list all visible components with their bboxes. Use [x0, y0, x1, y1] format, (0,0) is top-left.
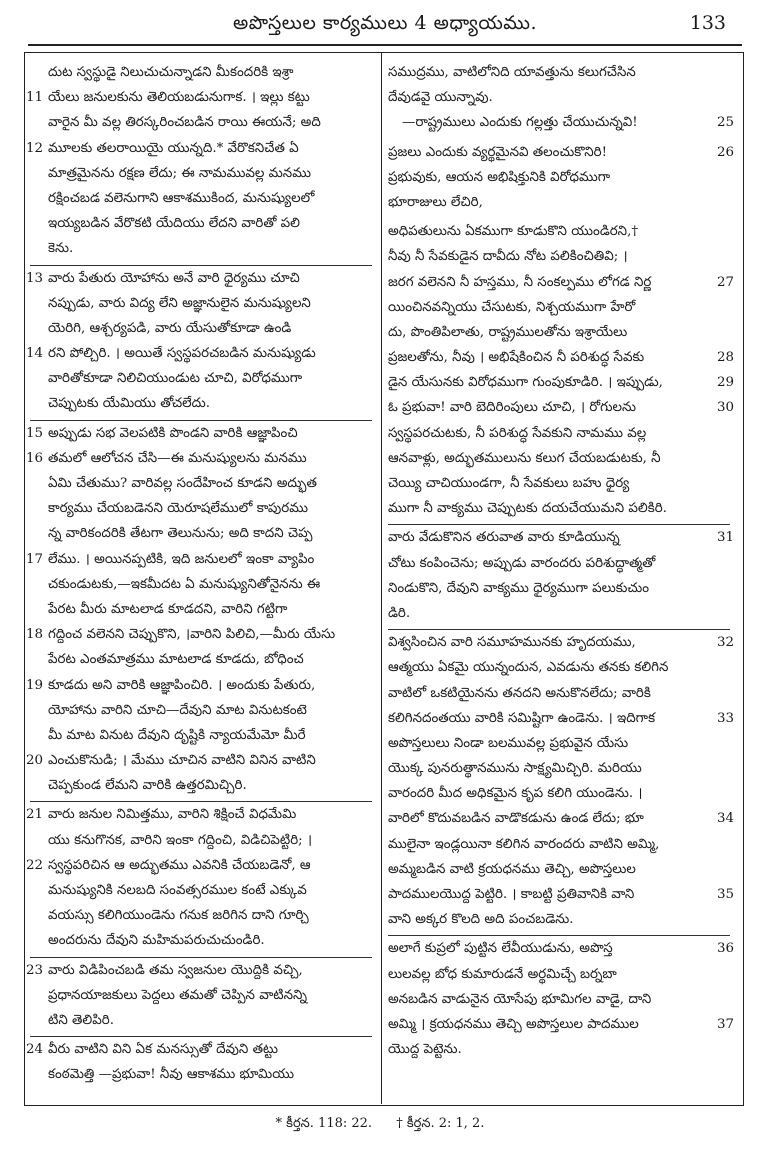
- left-column-line: [26, 622, 372, 647]
- right-column-line: [388, 1037, 730, 1062]
- right-column-line: [388, 756, 730, 781]
- left-column-line: [26, 265, 372, 291]
- left-column-line: [30, 723, 372, 748]
- right-column-line: [388, 576, 730, 601]
- verse-text: ప్రభువుకు, ఆయన అభిషిక్తునికి విరోధముగా: [388, 169, 611, 185]
- header-rule: [28, 44, 742, 46]
- footnotes: [0, 1116, 760, 1134]
- verse-number: 31: [716, 530, 734, 546]
- right-column-line: [388, 140, 734, 165]
- left-column-line: [26, 136, 372, 161]
- left-column-line: [30, 316, 372, 341]
- verse-text: పేరట ఎంతమాత్రము మాటలాడ కూడదు, బోధించ: [48, 652, 304, 668]
- verse-number: 29: [716, 375, 734, 391]
- verse-number: 14: [26, 346, 44, 362]
- verse-text: యెరిగి, ఆశ్చర్యపడి, వారు యేసుతోకూడా ఉండి: [48, 320, 292, 336]
- verse-text: వారందరి మీద అధికమైన కృప కలిగి యుండెను. ।: [388, 786, 643, 802]
- verse-text: డైన యేసునకు విరోధముగా గుంపుకూడిరి. । ఇప్పుడు,: [388, 375, 663, 391]
- verse-text: చెయ్యి చాచియుండగా, నీ సేవకులు బహు ధైర్య: [388, 476, 630, 491]
- verse-number: 11: [26, 90, 44, 106]
- chapter-title: అపొస్తలుల కార్యములు 4 అధ్యాయము.: [233, 12, 537, 34]
- left-column: [26, 60, 372, 1088]
- left-column-line: [30, 928, 372, 953]
- verse-text: స్వస్థపరచుటకు, నీ పరిశుద్ధ సేవకుని నామము వల్ల: [388, 425, 647, 441]
- verse-number: 13: [26, 270, 44, 286]
- right-column-line: [388, 60, 730, 85]
- verse-text: మనుష్యునికి నలబది సంవత్సరముల కంటే ఎక్కువ: [48, 883, 307, 898]
- verse-number: 19: [26, 677, 44, 693]
- right-column-line: [388, 471, 730, 496]
- right-column-line: [388, 907, 730, 932]
- right-column-line: [388, 190, 730, 215]
- verse-text: ప్రజలు ఎందుకు వ్యర్థమైనవి తలంచుకొనిరి!: [388, 144, 607, 160]
- verse-text: అమ్మి । క్రయధనము తెచ్చి అపొస్తలుల పాదముల: [388, 1016, 639, 1032]
- verse-text: వాటిలో ఒకటియైనను తనదని అనుకొనలేదు; వారికి: [388, 685, 651, 701]
- verse-text: అప్పుడు సభ వెలపటికి పొండని వారికి ఆజ్ఞాపించి: [48, 425, 298, 441]
- right-column-line: [388, 706, 734, 731]
- verse-text: మాత్రమైనను రక్షణ లేదు; ఈ నామమువల్ల మనము: [48, 165, 312, 181]
- verse-text: లులవల్ల బోధ కుమారుడనే అర్థమిచ్చే బర్నబా: [388, 966, 617, 982]
- verse-text: లేము. । అయినప్పటికి, ఇది జనులలో ఇంకా వ్యాపిం: [48, 551, 315, 567]
- verse-text: వారైన మీ వల్ల తిరస్కరించబడిన రాయి ఈయనే; అది: [48, 115, 321, 131]
- verse-text: టిని తెలిపిరి.: [48, 1012, 114, 1028]
- right-column-line: [388, 962, 730, 987]
- verse-text: ఇయ్యబడిన వేరొకటి యేదియు లేదని వారితో పలి: [48, 216, 300, 232]
- verse-number: 18: [26, 627, 44, 643]
- left-column-line: [30, 572, 372, 597]
- verse-text: డిరి.: [388, 605, 411, 621]
- verse-text: అలాగే కుప్రలో పుట్టిన లేవీయుడును, అపొస్త: [388, 941, 613, 957]
- verse-number: 17: [26, 551, 44, 567]
- right-column: [388, 60, 734, 1062]
- verse-text: కంఠమెత్తి —ప్రభువా! నీవు ఆకాశము భూమియు: [48, 1067, 295, 1083]
- left-column-line: [26, 957, 372, 983]
- right-column-line: [388, 446, 730, 471]
- verse-text: దు, పొంతిపిలాతు, రాష్ట్రములతోను ఇశ్రాయేలు: [388, 324, 628, 340]
- right-column-line: [388, 395, 734, 420]
- verse-text: కలిగినదంతయు వారికి సమిష్టిగా ఉండెను. । ఇదిగాక: [388, 710, 656, 726]
- left-column-line: [30, 983, 372, 1008]
- left-column-line: [30, 1008, 372, 1033]
- right-column-line: [388, 524, 734, 550]
- right-column-line: [388, 681, 730, 706]
- verse-text: రని పోల్చిరి. । అయితే స్వస్థపరచబడిన మనుష్యుడు: [48, 346, 316, 362]
- left-column-line: [30, 647, 372, 672]
- verse-text: యు కనుగొనక, వారిని ఇంకా గద్దించి, విడిచిపెట్టిరి; ।: [48, 832, 313, 848]
- left-column-line: [26, 420, 372, 446]
- verse-text: ఆనవాళ్లు, అద్భుతములును కలుగ చేయబడుటకు, నీ: [388, 450, 661, 466]
- verse-number: 25: [716, 115, 734, 131]
- verse-text: న్న వారికందరికి తేటగా తెలునును; అది కాదని చెప్ప: [48, 526, 313, 542]
- right-column-line: [388, 601, 730, 626]
- verse-text: అనబడిన వాడునైన యోసేపు భూమిగల వాడై, దాని: [388, 991, 652, 1007]
- left-column-line: [26, 748, 372, 773]
- right-column-line: [388, 987, 730, 1012]
- right-column-line: [388, 832, 730, 857]
- left-column-line: [30, 366, 372, 391]
- left-column-line: [30, 471, 372, 496]
- left-column-line: [30, 828, 372, 853]
- left-column-line: [30, 597, 372, 622]
- right-column-line: [388, 781, 730, 806]
- right-column-line: [388, 295, 730, 320]
- left-column-line: [30, 878, 372, 903]
- right-column-line: [388, 85, 730, 110]
- verse-text: కార్యము చేయబడెనని యెరూషలేములో కాపురము: [48, 501, 309, 517]
- verse-text: ఏమి చేతుము? వారివల్ల సందేహించ కూడని అద్భుత: [48, 476, 317, 491]
- right-column-line: [388, 882, 734, 907]
- verse-text: స్వస్థపరిచిన ఆ అద్భుతము ఎవనికి చేయబడెనో, ఆ: [48, 857, 311, 873]
- right-column-line: [388, 244, 730, 269]
- left-column-line: [26, 673, 372, 698]
- verse-text: ఓ ప్రభువా! వారి బెదిరింపులు చూచి, । రోగులను: [388, 400, 637, 416]
- verse-text: ఎంచుకొనుడి; । మేము చూచిన వాటిని వినిన వాటిని: [48, 753, 316, 769]
- verse-text: అపొస్తలులు నిండా బలమువల్ల ప్రభువైన యేసు: [388, 735, 629, 751]
- verse-text: ఆత్మయు ఏకమై యున్నందున, ఎవడును తనకు కలిగిన: [388, 660, 669, 676]
- verse-number: 34: [716, 811, 734, 827]
- right-column-line: [388, 110, 734, 135]
- verse-text: యొద్ద పెట్టెను.: [388, 1042, 462, 1058]
- right-column-line: [388, 421, 730, 446]
- right-column-line: [388, 496, 730, 521]
- verse-text: వయస్సు కలిగియుండెను గనుక జరిగిన దాని గూర్చి: [48, 908, 309, 924]
- verse-number: 33: [716, 710, 734, 726]
- verse-number: 37: [716, 1016, 734, 1032]
- verse-number: 36: [716, 941, 734, 957]
- verse-text: చోటు కంపించెను; అప్పుడు వారందరు పరిశుద్ధాత్మతో: [388, 555, 656, 571]
- left-column-line: [30, 186, 372, 211]
- verse-text: వీరు వాటిని విని ఏక మనస్సుతో దేవుని తట్టు: [48, 1042, 278, 1058]
- left-column-line: [30, 211, 372, 236]
- verse-number: 16: [26, 450, 44, 466]
- verse-number: 26: [716, 144, 734, 160]
- verse-text: యోహాను వారిని చూచి—దేవుని మాట వినుటకంటె: [48, 702, 307, 718]
- right-column-line: [388, 731, 730, 756]
- right-column-line: [388, 629, 734, 655]
- verse-text: అధిపతులును ఏకముగా కూడుకొని యుండిరని,†: [388, 224, 639, 240]
- verse-text: అందరును దేవుని మహిమపరుచుచుండిరి.: [48, 933, 265, 949]
- verse-text: వారు జనుల నిమిత్తము, వారిని శిక్షించే విధమేమి: [48, 807, 297, 823]
- verse-number: 12: [26, 140, 44, 156]
- right-column-line: [388, 370, 734, 395]
- verse-number: 35: [716, 887, 734, 902]
- running-header: [28, 8, 742, 44]
- left-column-line: [30, 698, 372, 723]
- verse-text: ములైనా ఇండ్లయినా కలిగిన వారందరు వాటిని అమ్మి,: [388, 836, 660, 852]
- verse-text: చెప్పకుండ లేమని వారికి ఉత్తరమిచ్చిరి.: [48, 778, 247, 794]
- verse-number: 22: [26, 857, 44, 873]
- right-column-line: [388, 806, 734, 831]
- left-column-line: [30, 110, 372, 135]
- verse-text: కెను.: [48, 241, 74, 257]
- verse-text: మూలకు తలరాయియై యున్నది.* వేరొకనిచేత ఏ: [48, 140, 299, 156]
- verse-number: 23: [26, 962, 44, 978]
- right-column-line: [388, 857, 730, 882]
- verse-text: ప్రధానయాజకులు పెద్దలు తమతో చెప్పిన వాటినన్ని: [48, 987, 307, 1003]
- verse-text: చెప్పుటకు యేమియు తోచలేదు.: [48, 396, 211, 412]
- verse-number: 15: [26, 425, 44, 441]
- footnote-1: * కీర్తన. 118: 22.: [275, 1116, 373, 1131]
- verse-text: వారితోకూడా నిలిచియుండుట చూచి, విరోధముగా: [48, 371, 303, 387]
- verse-text: పాదములయొద్ద పెట్టిరి. । కాబట్టి ప్రతివానికి వాని: [388, 887, 635, 902]
- verse-text: వారు వేడుకొనిన తరువాత వారు కూడియున్న: [388, 530, 620, 546]
- left-column-line: [30, 1062, 372, 1087]
- verse-text: కూడదు అని వారికి ఆజ్ఞాపించిరి. । అందుకు పేతురు,: [48, 677, 316, 693]
- right-column-line: [388, 551, 730, 576]
- verse-number: 30: [716, 400, 734, 416]
- verse-text: నీవు నీ సేవకుడైన దావీదు నోట పలికించితివి; ।: [388, 249, 628, 265]
- left-column-line: [30, 496, 372, 521]
- verse-text: గద్దించ వలెనని చెప్పుకొని, ।వారిని పిలిచి,—మీరు యేసు: [48, 627, 336, 643]
- verse-number: 27: [716, 274, 734, 290]
- right-column-line: [388, 219, 730, 244]
- verse-text: వారిలో కొదువబడిన వాడొకడును ఉండ లేదు; భూ: [388, 811, 644, 827]
- verse-text: వారు విడిపించబడి తమ స్వజనుల యొద్దికి వచ్చి,: [48, 962, 303, 978]
- verse-text: అమ్మబడిన వాటి క్రయధనము తెచ్చి, అపొస్తలుల: [388, 861, 636, 877]
- verse-number: 32: [716, 635, 734, 651]
- verse-text: తమలో ఆలోచన చేసి—ఈ మనుష్యులను మనము: [48, 450, 307, 466]
- verse-text: జరగ వలెనని నీ హస్తము, నీ సంకల్పము లోగడ నిర్ణ: [388, 274, 652, 290]
- verse-number: 21: [26, 807, 44, 823]
- right-column-line: [388, 345, 734, 370]
- left-column-line: [30, 903, 372, 928]
- verse-text: దుట స్వస్థుడై నిలుచుచున్నాడని మీకందరికి ఇశ్రా: [48, 65, 294, 80]
- verse-text: ముగా నీ వాక్యము చెప్పుటకు దయచేయుమని పలికిరి.: [388, 501, 667, 517]
- left-column-line: [26, 853, 372, 878]
- verse-number: 24: [26, 1042, 44, 1058]
- verse-text: వారు పేతురు యోహాను అనే వారి ధైర్యము చూచి: [48, 270, 300, 286]
- left-column-line: [30, 291, 372, 316]
- verse-text: నప్పుడు, వారు విద్య లేని అజ్ఞానులైన మనుష్యులని: [48, 295, 311, 311]
- verse-text: విశ్వసించిన వారి సమూహమునకు హృదయము,: [388, 635, 636, 651]
- left-column-line: [30, 773, 372, 798]
- left-column-line: [26, 1036, 372, 1062]
- left-column-line: [26, 801, 372, 827]
- left-column-line: [30, 60, 372, 85]
- left-column-line: [26, 341, 372, 366]
- verse-number: 28: [716, 350, 734, 366]
- right-column-line: [388, 270, 734, 295]
- left-column-line: [30, 391, 372, 416]
- verse-text: ప్రజలతోను, నీవు । అభిషేకించిన నీ పరిశుద్ధ సేవకు: [388, 350, 645, 366]
- verse-text: దేవుడవై యున్నావు.: [388, 90, 493, 106]
- left-column-line: [26, 446, 372, 471]
- right-column-line: [388, 935, 734, 961]
- verse-text: వాని అక్కర కొలది అది పంచబడెను.: [388, 912, 574, 928]
- verse-text: మీ మాట వినుట దేవుని దృష్టికి న్యాయమేమో మీరే: [48, 727, 306, 743]
- right-column-line: [388, 165, 730, 190]
- left-column-line: [30, 236, 372, 261]
- verse-text: సముద్రము, వాటిలోనిది యావత్తును కలుగచేసిన: [388, 65, 636, 80]
- right-column-line: [388, 1012, 734, 1037]
- verse-text: భూరాజులు లేచిరి,: [388, 194, 483, 210]
- right-column-line: [388, 655, 730, 680]
- verse-text: యించినవన్నియు చేసుటకు, నిశ్చయముగా హేరో: [388, 299, 636, 315]
- left-column-line: [26, 85, 372, 110]
- verse-text: నిండుకొని, దేవుని వాక్యము ధైర్యముగా పలుకుచుం: [388, 580, 649, 596]
- page-number: 133: [689, 12, 726, 34]
- verse-text: —రాష్ట్రములు ఎందుకు గల్లత్తు చేయుచున్నవి!: [402, 115, 638, 131]
- left-column-line: [30, 521, 372, 546]
- column-divider: [381, 52, 382, 1104]
- right-column-line: [388, 320, 730, 345]
- verse-text: చకుండుటకు,—ఇకమీదట ఏ మనుష్యునితోనైనను ఈ: [48, 576, 321, 592]
- verse-text: రక్షించబడ వలెనుగాని ఆకాశముకింద, మనుష్యులలో: [48, 190, 315, 206]
- verse-text: యేలు జనులకును తెలియబడునుగాక. । ఇల్లు కట్టు: [48, 90, 310, 106]
- footnote-2: † కీర్తన. 2: 1, 2.: [396, 1116, 485, 1131]
- left-column-line: [30, 161, 372, 186]
- verse-number: 20: [26, 753, 44, 769]
- verse-text: పేరట మీరు మాటలాడ కూడదని, వారిని గట్టిగా: [48, 601, 288, 617]
- verse-text: యొక్క పునరుత్థానమును సాక్ష్యమిచ్చిరి. మరియు: [388, 761, 642, 777]
- left-column-line: [26, 547, 372, 572]
